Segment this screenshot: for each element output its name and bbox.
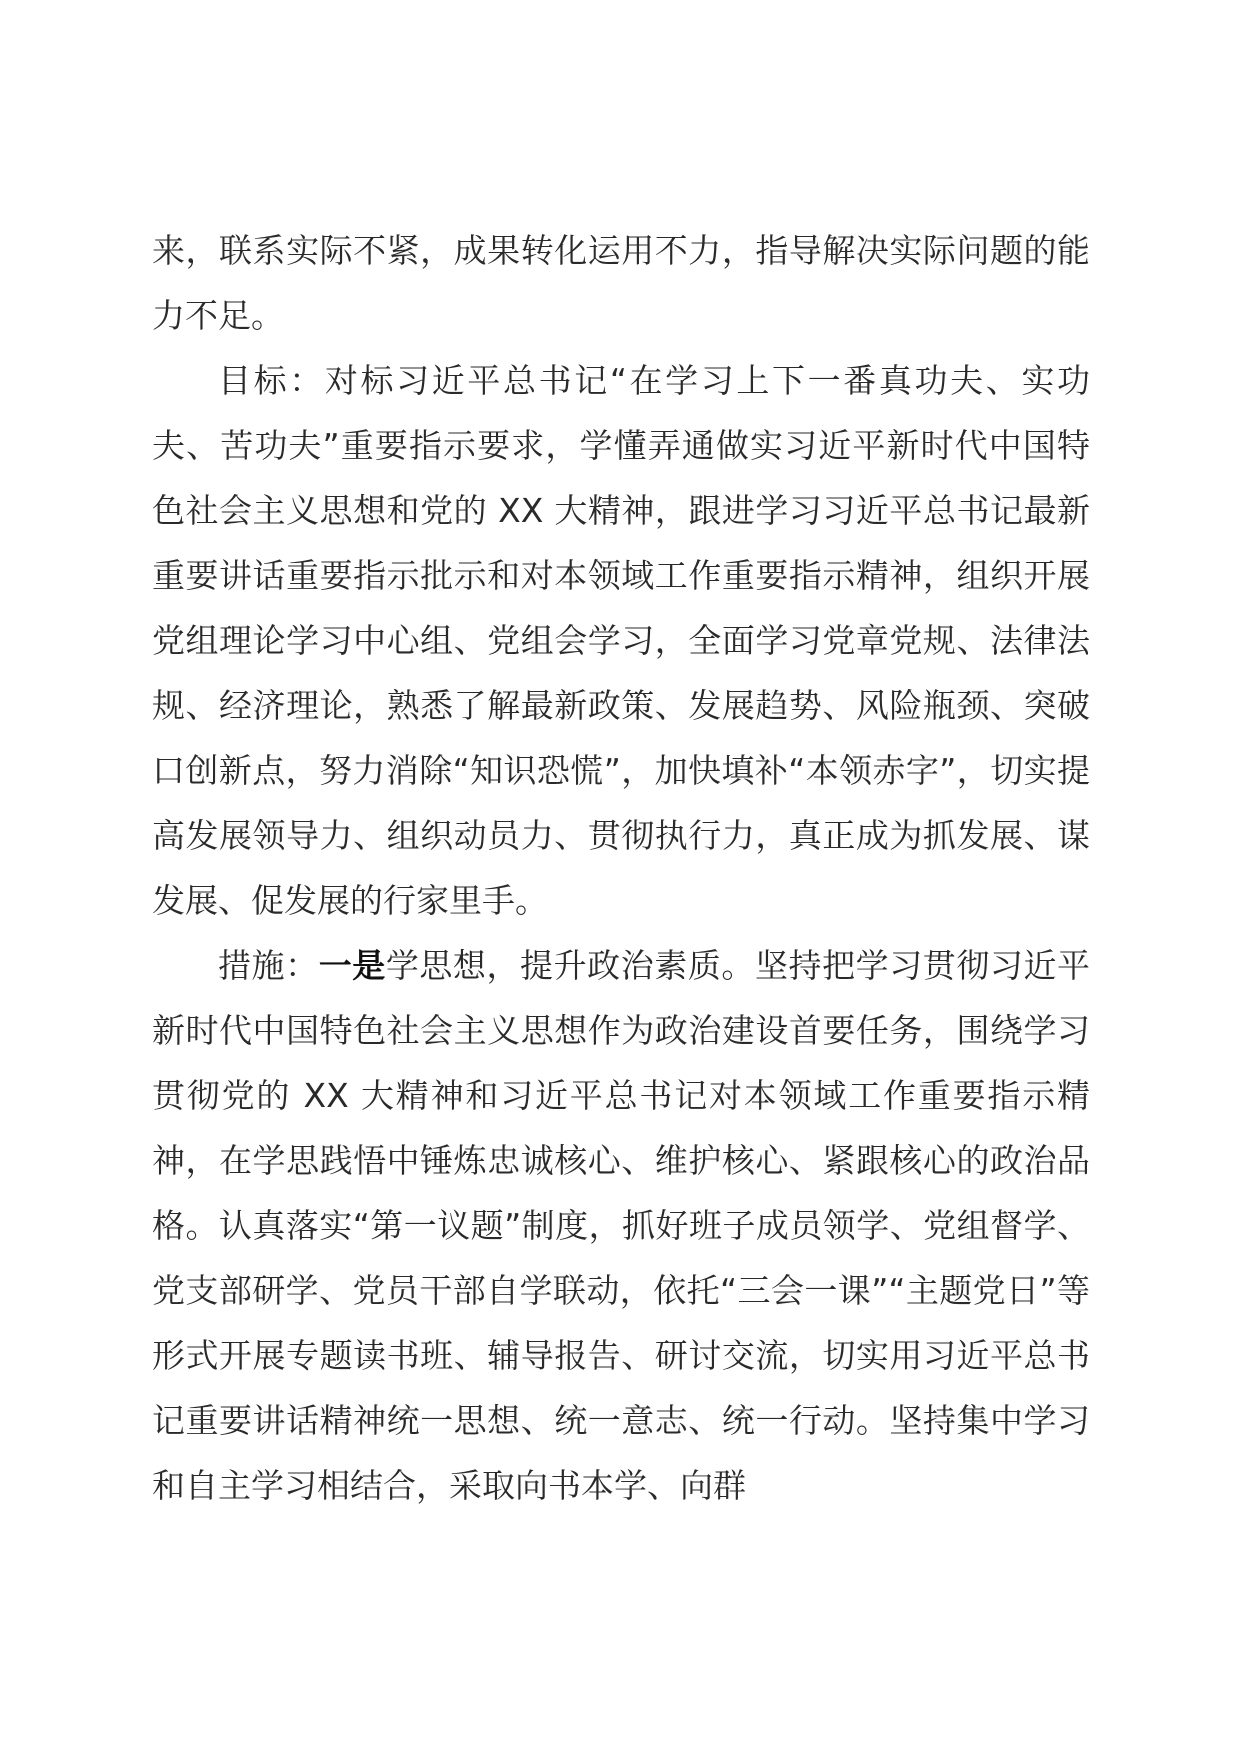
goal-label: 目标： bbox=[218, 361, 325, 400]
measures-bold-lead: 一是 bbox=[318, 946, 386, 985]
paragraph-measures bbox=[152, 933, 1090, 1518]
goal-text: 对标习近平总书记“在学习上下一番真功夫、实功夫、苦功夫”重要指示要求，学懂弄通做实习近平新时代中国特色社会主义思想和党的 XX 大精神，跟进学习习近平总书记最新重要讲话重要指示批示和对本领域工作重要指示精神，组织开展党组理论学习中心组、党组会学习，全面学习党章党规、法律法规、经济理论，熟悉了解最新政策、发展趋势、风险瓶颈、突破口创新点，努力消除“知识恐慌”，加快填补“本领赤字”，切实提高发展领导力、组织动员力、贯彻执行力，真正成为抓发展、谋发展、促发展的行家里手。 bbox=[152, 361, 1091, 920]
paragraph-goal bbox=[152, 348, 1090, 933]
document-body bbox=[152, 218, 1090, 1518]
measures-label: 措施： bbox=[218, 946, 319, 985]
paragraph-continuation: 来，联系实际不紧，成果转化运用不力，指导解决实际问题的能力不足。 bbox=[152, 231, 1090, 335]
measures-text: 学思想，提升政治素质。坚持把学习贯彻习近平新时代中国特色社会主义思想作为政治建设首要任务，围绕学习贯彻党的 XX 大精神和习近平总书记对本领域工作重要指示精神，在学思践悟中锤炼忠诚核心、维护核心、紧跟核心的政治品格。认真落实“第一议题”制度，抓好班子成员领学、党组督学、党支部研学、党员干部自学联动，依托“三会一课”“主题党日”等形式开展专题读书班、辅导报告、研讨交流，切实用习近平总书记重要讲话精神统一思想、统一意志、统一行动。坚持集中学习和自主学习相结合，采取向书本学、向群 bbox=[152, 946, 1091, 1505]
